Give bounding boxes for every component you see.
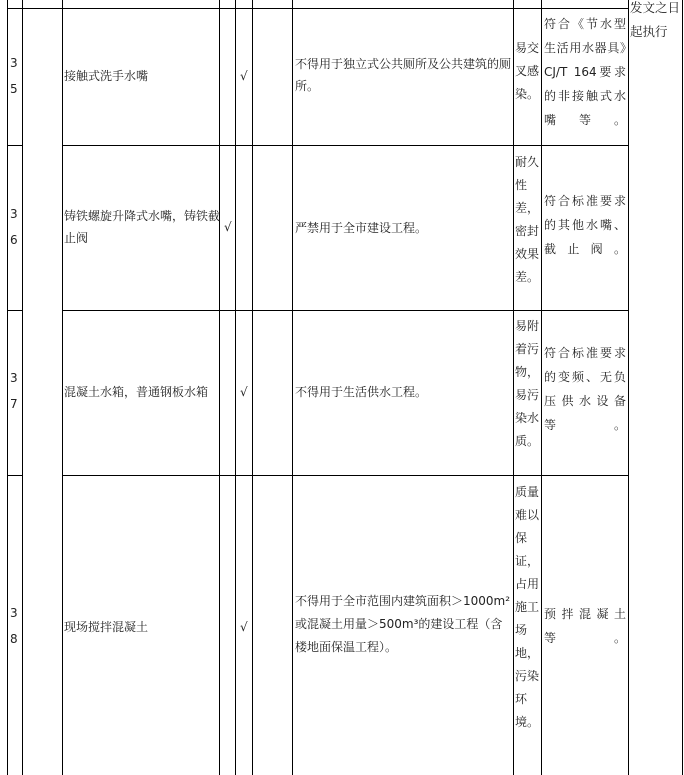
- row-divider: [7, 145, 22, 146]
- item-name: 现场搅拌混凝土: [64, 620, 149, 634]
- row-divider: [7, 8, 628, 9]
- replacement-product: 符合《节水型生活用水器具》CJ/T 164要求的非接触式水嘴等。: [544, 17, 626, 127]
- row-divider: [62, 475, 628, 476]
- column-divider: [292, 0, 293, 775]
- row-number-digit: 3: [10, 56, 18, 70]
- column-divider: [62, 0, 63, 775]
- restriction-reason: 质量难以保证，占用施工场地，污染环境。: [515, 485, 540, 729]
- replacement-product: 符合标准要求的变频、无负压供水设备等。: [544, 346, 626, 432]
- column-divider: [513, 0, 514, 775]
- check-mark: √: [240, 69, 248, 83]
- restriction-reason: 易附着污物，易污染水质。: [515, 319, 540, 448]
- row-divider: [7, 310, 22, 311]
- column-divider: [22, 0, 23, 775]
- row-number-digit: 3: [10, 207, 18, 221]
- usage-restriction: 不得用于独立式公共厕所及公共建筑的厕所。: [295, 57, 512, 93]
- column-divider: [628, 0, 629, 775]
- row-number-digit: 3: [10, 371, 18, 385]
- column-divider: [7, 0, 8, 775]
- column-divider: [682, 0, 683, 775]
- restriction-reason: 易交叉感染。: [515, 41, 540, 101]
- row-divider: [62, 145, 628, 146]
- usage-restriction: 严禁用于全市建设工程。: [295, 221, 428, 235]
- row-divider: [7, 475, 22, 476]
- check-mark: √: [240, 620, 248, 634]
- replacement-product: 预拌混凝土等。: [544, 607, 626, 645]
- usage-restriction: 不得用于全市范围内建筑面积＞1000m²或混凝土用量＞500m³的建设工程（含楼地面保温工程）。: [295, 594, 511, 654]
- restriction-reason: 耐久性差，密封效果差。: [515, 155, 540, 284]
- column-divider: [252, 0, 253, 775]
- column-divider: [235, 0, 236, 775]
- item-name: 铸铁螺旋升降式水嘴，铸铁截止阀: [64, 209, 221, 245]
- item-name: 接触式洗手水嘴: [64, 69, 149, 83]
- check-mark: √: [240, 385, 248, 399]
- effective-date: 发文之日起执行: [630, 0, 681, 39]
- item-name: 混凝土水箱，普通钢板水箱: [64, 385, 209, 399]
- row-divider: [62, 310, 628, 311]
- column-divider: [219, 0, 220, 775]
- row-number-digit: 6: [10, 233, 18, 247]
- row-number-digit: 8: [10, 632, 18, 646]
- row-number-digit: 7: [10, 397, 18, 411]
- usage-restriction: 不得用于生活供水工程。: [295, 385, 428, 399]
- row-number-digit: 5: [10, 82, 18, 96]
- row-number-digit: 3: [10, 606, 18, 620]
- replacement-product: 符合标准要求的其他水嘴、截止阀。: [544, 194, 626, 256]
- check-mark: √: [224, 220, 232, 234]
- column-divider: [541, 0, 542, 775]
